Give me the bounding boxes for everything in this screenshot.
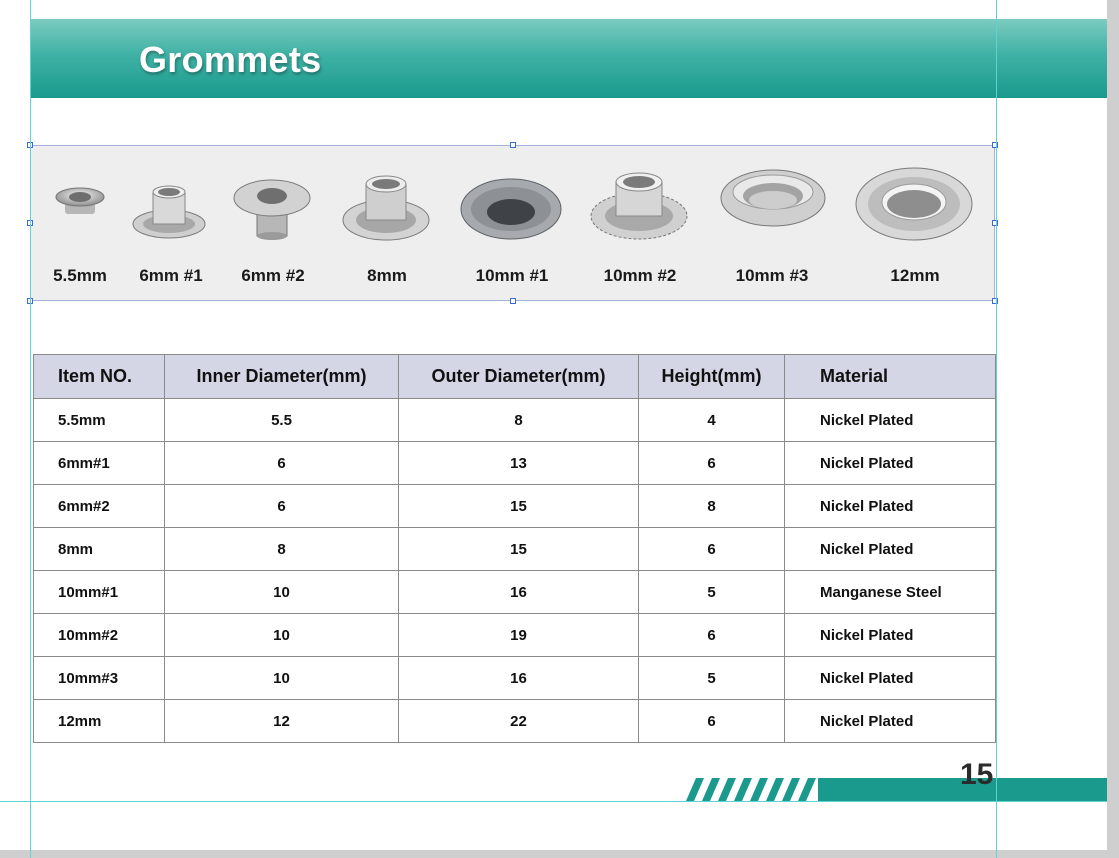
table-cell: 10 [165, 614, 399, 657]
table-row [34, 700, 996, 743]
selection-handle[interactable] [510, 142, 516, 148]
table-cell: 6mm#1 [34, 442, 165, 485]
table-row [34, 442, 996, 485]
table-cell: 5.5mm [34, 399, 165, 442]
table-cell: 22 [399, 700, 639, 743]
table-row [34, 571, 996, 614]
table-cell: Manganese Steel [785, 571, 996, 614]
selection-handle[interactable] [992, 142, 998, 148]
table-cell: 4 [639, 399, 785, 442]
table-cell: 10mm#3 [34, 657, 165, 700]
table-cell: 13 [399, 442, 639, 485]
table-cell: 10mm#2 [34, 614, 165, 657]
footer-stripes [680, 778, 830, 801]
table-cell: Nickel Plated [785, 442, 996, 485]
table-cell: 6 [165, 442, 399, 485]
table-row [34, 528, 996, 571]
table-cell: Nickel Plated [785, 485, 996, 528]
table-cell: 5 [639, 657, 785, 700]
product-caption: 10mm #1 [475, 266, 549, 285]
table-cell: 8 [165, 528, 399, 571]
product-caption: 8mm [367, 266, 407, 285]
grommet-10mm-2-image [589, 172, 689, 242]
table-cell: 19 [399, 614, 639, 657]
table-cell: 10 [165, 657, 399, 700]
guide-line-vertical [30, 0, 31, 858]
table-cell: 16 [399, 571, 639, 614]
product-caption: 10mm #2 [603, 266, 677, 285]
table-cell: Nickel Plated [785, 700, 996, 743]
table-cell: 6 [639, 442, 785, 485]
table-cell: 6 [639, 614, 785, 657]
selection-handle[interactable] [510, 298, 516, 304]
table-cell: 6mm#2 [34, 485, 165, 528]
table-cell: 8 [399, 399, 639, 442]
table-cell: 15 [399, 485, 639, 528]
product-caption: 6mm #1 [139, 266, 203, 285]
table-cell: 12mm [34, 700, 165, 743]
table-header-row [34, 355, 996, 399]
selection-handle[interactable] [992, 220, 998, 226]
page-title: Grommets [139, 39, 322, 80]
grommet-10mm-3-image [718, 166, 828, 236]
table-row [34, 485, 996, 528]
table-cell: 6 [639, 700, 785, 743]
product-caption: 5.5mm [53, 266, 107, 285]
table-cell: Nickel Plated [785, 614, 996, 657]
grommet-6mm-1-image [131, 182, 207, 244]
selection-handle[interactable] [992, 298, 998, 304]
column-header: Material [785, 355, 996, 399]
table-cell: 10 [165, 571, 399, 614]
product-photo-strip[interactable] [30, 145, 995, 301]
table-cell: Nickel Plated [785, 399, 996, 442]
table-cell: 8 [639, 485, 785, 528]
guide-line-vertical [996, 0, 997, 858]
guide-line-horizontal [0, 801, 1107, 802]
grommet-12mm-image [854, 166, 974, 244]
table-cell: 8mm [34, 528, 165, 571]
page-number: 15 [960, 758, 994, 791]
column-header: Outer Diameter(mm) [399, 355, 639, 399]
grommet-5-5mm-image [53, 184, 109, 228]
table-cell: 12 [165, 700, 399, 743]
table-cell: 5 [639, 571, 785, 614]
page-margin-right [1107, 0, 1119, 858]
grommet-6mm-2-image [233, 176, 313, 242]
product-caption: 10mm #3 [735, 266, 809, 285]
table-cell: 16 [399, 657, 639, 700]
table-row [34, 614, 996, 657]
table-cell: 10mm#1 [34, 571, 165, 614]
table-cell: Nickel Plated [785, 657, 996, 700]
table-row [34, 399, 996, 442]
grommet-8mm-image [341, 174, 431, 244]
table-cell: 5.5 [165, 399, 399, 442]
table-cell: Nickel Plated [785, 528, 996, 571]
grommet-10mm-1-image [459, 176, 563, 242]
table-cell: 6 [639, 528, 785, 571]
page-margin-bottom [0, 850, 1119, 858]
column-header: Height(mm) [639, 355, 785, 399]
column-header: Item NO. [34, 355, 165, 399]
table-row [34, 657, 996, 700]
product-caption: 12mm [890, 266, 940, 285]
title-banner [31, 19, 1107, 98]
column-header: Inner Diameter(mm) [165, 355, 399, 399]
table-cell: 6 [165, 485, 399, 528]
table-cell: 15 [399, 528, 639, 571]
spec-table [33, 354, 996, 743]
product-caption: 6mm #2 [241, 266, 305, 285]
